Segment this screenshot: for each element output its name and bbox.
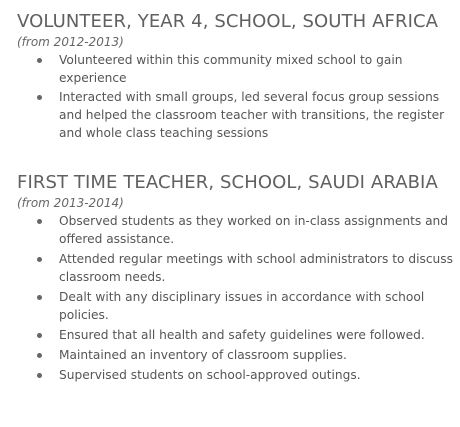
bullet-icon — [37, 95, 42, 100]
job-dates: (from 2013-2014) — [17, 196, 124, 210]
job-dates: (from 2012-2013) — [17, 35, 124, 49]
job-title: VOLUNTEER, YEAR 4, SCHOOL, SOUTH AFRICA — [17, 11, 439, 32]
duties-list — [17, 212, 457, 384]
list-item-text: Supervised students on school-approved outings. — [59, 368, 361, 382]
bullet-icon — [37, 333, 42, 338]
bullet-icon — [37, 219, 42, 224]
list-item-text: Maintained an inventory of classroom supplies. — [59, 348, 347, 362]
list-item-text: Volunteered within this community mixed school to gain experience — [59, 53, 403, 85]
experience-entry-first-time-teacher — [17, 171, 457, 386]
list-item — [17, 326, 457, 344]
bullet-icon — [37, 58, 42, 63]
list-item — [17, 51, 457, 87]
list-item-text: Dealt with any disciplinary issues in accordance with school policies. — [59, 290, 425, 322]
list-item-text: Interacted with small groups, led several focus group sessions and helped the classroom teacher with transitions, the register and whole class teaching sessions — [59, 90, 445, 140]
list-item — [17, 288, 457, 324]
list-item — [17, 212, 457, 248]
bullet-icon — [37, 373, 42, 378]
list-item-text: Observed students as they worked on in-class assignments and offered assistance. — [59, 214, 448, 246]
list-item-text: Attended regular meetings with school administrators to discuss classroom needs. — [59, 252, 453, 284]
bullet-icon — [37, 257, 42, 262]
list-item — [17, 250, 457, 286]
job-title: FIRST TIME TEACHER, SCHOOL, SAUDI ARABIA — [17, 172, 438, 193]
duties-list — [17, 51, 457, 142]
list-item — [17, 88, 457, 142]
list-item — [17, 346, 457, 364]
experience-entry-volunteer — [17, 10, 457, 143]
bullet-icon — [37, 353, 42, 358]
bullet-icon — [37, 295, 42, 300]
list-item-text: Ensured that all health and safety guidelines were followed. — [59, 328, 425, 342]
list-item — [17, 366, 457, 384]
